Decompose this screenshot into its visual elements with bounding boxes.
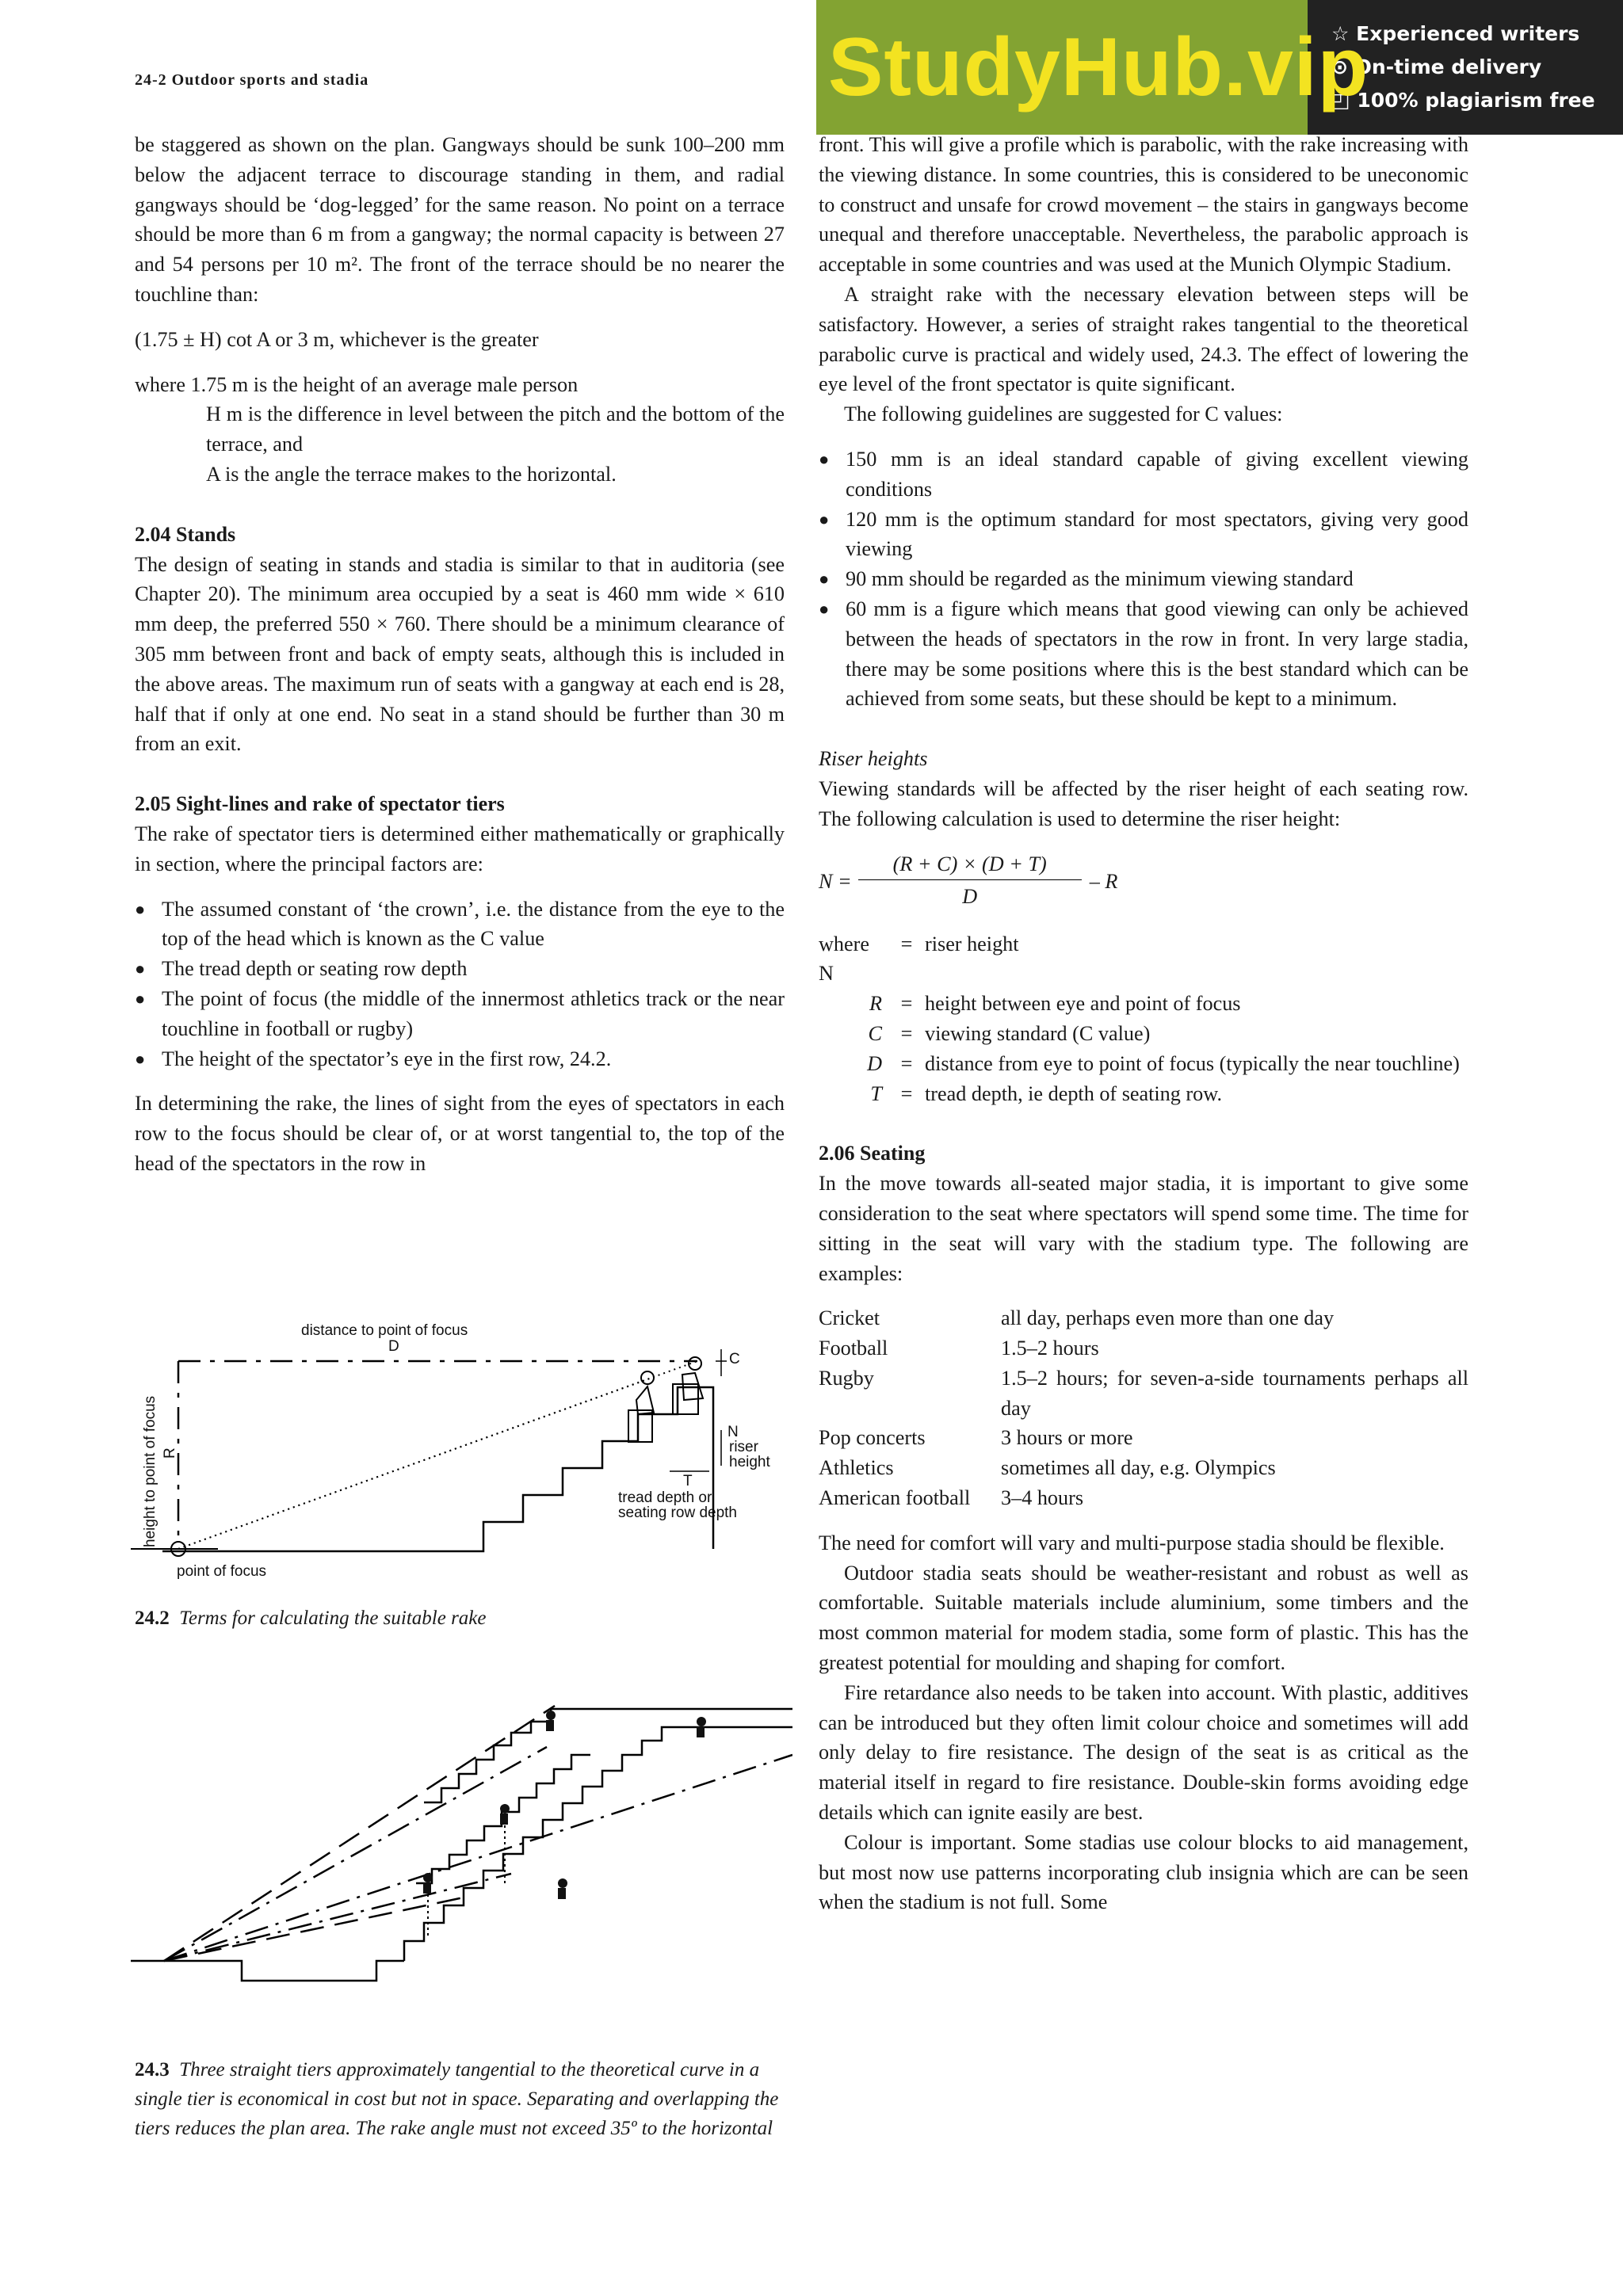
- sport-name: Rugby: [819, 1366, 874, 1390]
- colour-paragraph: Colour is important. Some stadias use colour blocks to aid management, but most now use patterns incorporating club insignia which are can be seen when the stadium is not full. Some: [819, 1830, 1468, 1914]
- seated-spectator-icon: [628, 1371, 654, 1442]
- sport-name: Football: [819, 1337, 888, 1360]
- figure-24-3-caption: [135, 2055, 785, 2143]
- def-desc: riser height: [925, 932, 1019, 955]
- section-2-06-text: In the move towards all-seated major stadia, it is important to give some consideration to the seat where spectators will spend some time. The time for sitting in the seat will vary with the stadium type. The following are examples:: [819, 1172, 1468, 1285]
- def-desc: distance from eye to point of focus (typically the near touchline): [925, 1051, 1460, 1075]
- equation-numerator: (R + C) × (D + T): [858, 849, 1082, 880]
- sport-duration: 3–4 hours: [1001, 1486, 1084, 1510]
- sport-durations-table: [819, 1303, 1468, 1513]
- section-2-05-title: 2.05 Sight-lines and rake of spectator tiers: [135, 792, 505, 816]
- def-var: T: [870, 1081, 882, 1105]
- terrace-steps: [162, 1387, 713, 1551]
- label-height-to-focus: height to point of focus: [142, 1395, 158, 1547]
- label-N: N: [727, 1424, 739, 1440]
- list-item: ● The height of the spectator’s eye in the first row, 24.2.: [135, 1044, 785, 1074]
- section-2-05-text: The rake of spectator tiers is determined either mathematically or graphically in section, where the principal factors are:: [135, 822, 785, 875]
- def-var: R: [869, 992, 882, 1016]
- spectator-icon: [546, 1711, 556, 1731]
- where-line-1: where 1.75 m is the height of an average male person: [135, 372, 579, 396]
- ground-line: [131, 1961, 404, 1981]
- def-eq: =: [900, 992, 913, 1016]
- caption-text: Terms for calculating the suitable rake: [179, 1608, 487, 1629]
- left-column: [135, 130, 785, 1179]
- figure-24-3-diagram: [131, 1699, 792, 2048]
- right-column: [819, 130, 1468, 1917]
- list-item: ● The assumed constant of ‘the crown’, i.e. the distance from the eye to the top of the head which is known as the C value: [135, 894, 785, 955]
- equation-tail: – R: [1089, 869, 1118, 893]
- lower-tier-steps: [404, 1727, 792, 1961]
- def-desc: tread depth, ie depth of seating row.: [925, 1081, 1222, 1105]
- riser-heights-text: Viewing standards will be affected by the riser height of each seating row. The following calculation is used to determine the riser height:: [819, 776, 1468, 830]
- def-var: D: [867, 1051, 882, 1075]
- riser-equation: [819, 834, 1468, 929]
- list-item: ● 150 mm is an ideal standard capable of giving excellent viewing conditions: [819, 444, 1468, 505]
- sport-duration: sometimes all day, e.g. Olympics: [1001, 1456, 1276, 1480]
- rake-paragraph: In determining the rake, the lines of sight from the eyes of spectators in each row to the focus should be clear of, or at worst tangential to, the top of the head of the spectators in the row in: [135, 1092, 785, 1175]
- feature-plagiarism-free: ◰ 100% plagiarism free: [1331, 89, 1595, 112]
- sport-duration: 1.5–2 hours; for seven-a-side tournaments perhaps all day: [1001, 1366, 1468, 1420]
- label-tread-depth: tread depth or: [618, 1489, 712, 1506]
- where-line-2: H m is the difference in level between the pitch and the bottom of the terrace, and: [206, 402, 785, 456]
- def-eq: =: [900, 932, 913, 955]
- caption-number: 24.3: [135, 2059, 170, 2081]
- straight-rake-paragraph: A straight rake with the necessary elevation between steps will be satisfactory. However, a series of straight rakes tangential to the theoretical parabolic curve is practical and widely used, 24.3. The effect of lowering the eye level of the front spectator is quite significant.: [819, 282, 1468, 396]
- list-item: ● 90 mm should be regarded as the minimum viewing standard: [819, 564, 1468, 594]
- label-riser: riser: [729, 1439, 758, 1455]
- outdoor-seats-paragraph: Outdoor stadia seats should be weather-resistant and robust as well as comfortable. Suitable materials include aluminium, some timbers and the most common material for modem stadia, some form of plastic. This has the greatest potential for moulding and shaping for comfort.: [819, 1561, 1468, 1675]
- figure-24-2-caption: [135, 1604, 487, 1633]
- sport-duration: 3 hours or more: [1001, 1426, 1133, 1450]
- caption-number: 24.2: [135, 1608, 170, 1629]
- label-height: height: [729, 1454, 770, 1470]
- intro-paragraph: be staggered as shown on the plan. Gangways should be sunk 100–200 mm below the adjacent terrace to discourage standing in them, and radial gangways should be ‘dog-legged’ for the same reason. No point on a terrace should be more than 6 m from a gangway; the normal capacity is between 27 and 54 persons per 10 m². The front of the terrace should be no nearer the touchline than:: [135, 133, 785, 306]
- feature-experienced-writers: ☆ Experienced writers: [1331, 22, 1580, 45]
- equation-lhs: N =: [819, 869, 852, 893]
- label-point-of-focus: point of focus: [177, 1563, 267, 1580]
- sport-duration: 1.5–2 hours: [1001, 1337, 1099, 1360]
- def-eq: =: [900, 1081, 913, 1105]
- terrace-formula: (1.75 ± H) cot A or 3 m, whichever is the greater: [135, 327, 539, 351]
- running-head: 24-2 Outdoor sports and stadia: [135, 71, 369, 89]
- def-var: where N: [819, 932, 869, 986]
- label-C: C: [729, 1351, 740, 1367]
- label-D: D: [388, 1338, 399, 1355]
- continued-paragraph: front. This will give a profile which is parabolic, with the rake increasing with the viewing distance. In some countries, this is considered to be uneconomic to construct and unsafe for crowd movement – the stairs in gangways become unequal and therefore unacceptable. Nevertheless, the parabolic approach is acceptable in some countries and was used at the Munich Olympic Stadium.: [819, 133, 1468, 277]
- def-eq: =: [900, 1051, 913, 1075]
- label-seating-row-depth: seating row depth: [618, 1505, 737, 1521]
- figure-24-2-diagram: [131, 1311, 796, 1592]
- feature-on-time-delivery: ⊙ On-time delivery: [1331, 55, 1542, 78]
- sport-name: Athletics: [819, 1456, 894, 1480]
- list-item: ● The tread depth or seating row depth: [135, 954, 785, 984]
- sport-name: Pop concerts: [819, 1426, 926, 1450]
- sport-name: American football: [819, 1486, 971, 1510]
- label-T: T: [683, 1473, 693, 1489]
- def-eq: =: [900, 1021, 913, 1045]
- section-2-04-text: The design of seating in stands and stadia is similar to that in auditoria (see Chapter 20). The minimum area occupied by a seat is 460 mm wide × 610 mm deep, the preferred 550 × 760. There should be a minimum clearance of 305 mm between front and back of empty seats, although this is included in the above areas. The maximum run of seats with a gangway at each end is 28, half that if only at one end. No seat in a stand should be further than 30 m from an exit.: [135, 552, 785, 756]
- def-desc: viewing standard (C value): [925, 1021, 1151, 1045]
- def-desc: height between eye and point of focus: [925, 992, 1241, 1016]
- studyhub-banner[interactable]: [816, 0, 1623, 135]
- riser-heights-title: Riser heights: [819, 747, 928, 771]
- fire-retardance-paragraph: Fire retardance also needs to be taken into account. With plastic, additives can be introduced but they often limit colour choice and sometimes will add only delay to fire resistance. The design of the seat is as critical as the material itself in regard to fire resistance. Double-skin forms avoiding edge details which can ignite easily are best.: [819, 1680, 1468, 1825]
- where-line-3: A is the angle the terrace makes to the horizontal.: [206, 462, 617, 486]
- factor-list: [135, 894, 785, 1074]
- c-values-intro: The following guidelines are suggested for C values:: [844, 402, 1283, 426]
- studyhub-logo: StudyHub.vip: [828, 21, 1369, 113]
- section-2-06-title: 2.06 Seating: [819, 1142, 926, 1165]
- list-item: ● 60 mm is a figure which means that good viewing can only be achieved between the heads of spectators in the row in front. In very large stadia, there may be some positions where this is the best standard which can be achieved from some seats, but these should be kept to a minimum.: [819, 594, 1468, 714]
- label-R: R: [162, 1447, 178, 1459]
- sport-name: Cricket: [819, 1306, 880, 1330]
- section-2-04-title: 2.04 Stands: [135, 522, 236, 546]
- label-distance-to-focus: distance to point of focus: [301, 1322, 468, 1339]
- caption-text: Three straight tiers approximately tangential to the theoretical curve in a single tier is economical in cost but not in space. Separating and overlapping the tiers reduces the plan area. The rake angle must not exceed 35º to the horizontal: [135, 2059, 779, 2139]
- comfort-paragraph: The need for comfort will vary and multi-purpose stadia should be flexible.: [819, 1531, 1445, 1554]
- spectator-icon: [558, 1878, 567, 1899]
- upper-tier-steps: [424, 1709, 792, 1802]
- def-var: C: [868, 1021, 882, 1045]
- list-item: ● 120 mm is the optimum standard for most spectators, giving very good viewing: [819, 505, 1468, 565]
- c-values-list: [819, 444, 1468, 714]
- spectator-icon: [500, 1804, 510, 1825]
- sport-duration: all day, perhaps even more than one day: [1001, 1306, 1335, 1330]
- variable-definitions: [819, 929, 1468, 1109]
- banner-logo-panel: [816, 0, 1369, 135]
- list-item: ● The point of focus (the middle of the innermost athletics track or the near touchline in football or rugby): [135, 984, 785, 1044]
- equation-denominator: D: [962, 885, 978, 909]
